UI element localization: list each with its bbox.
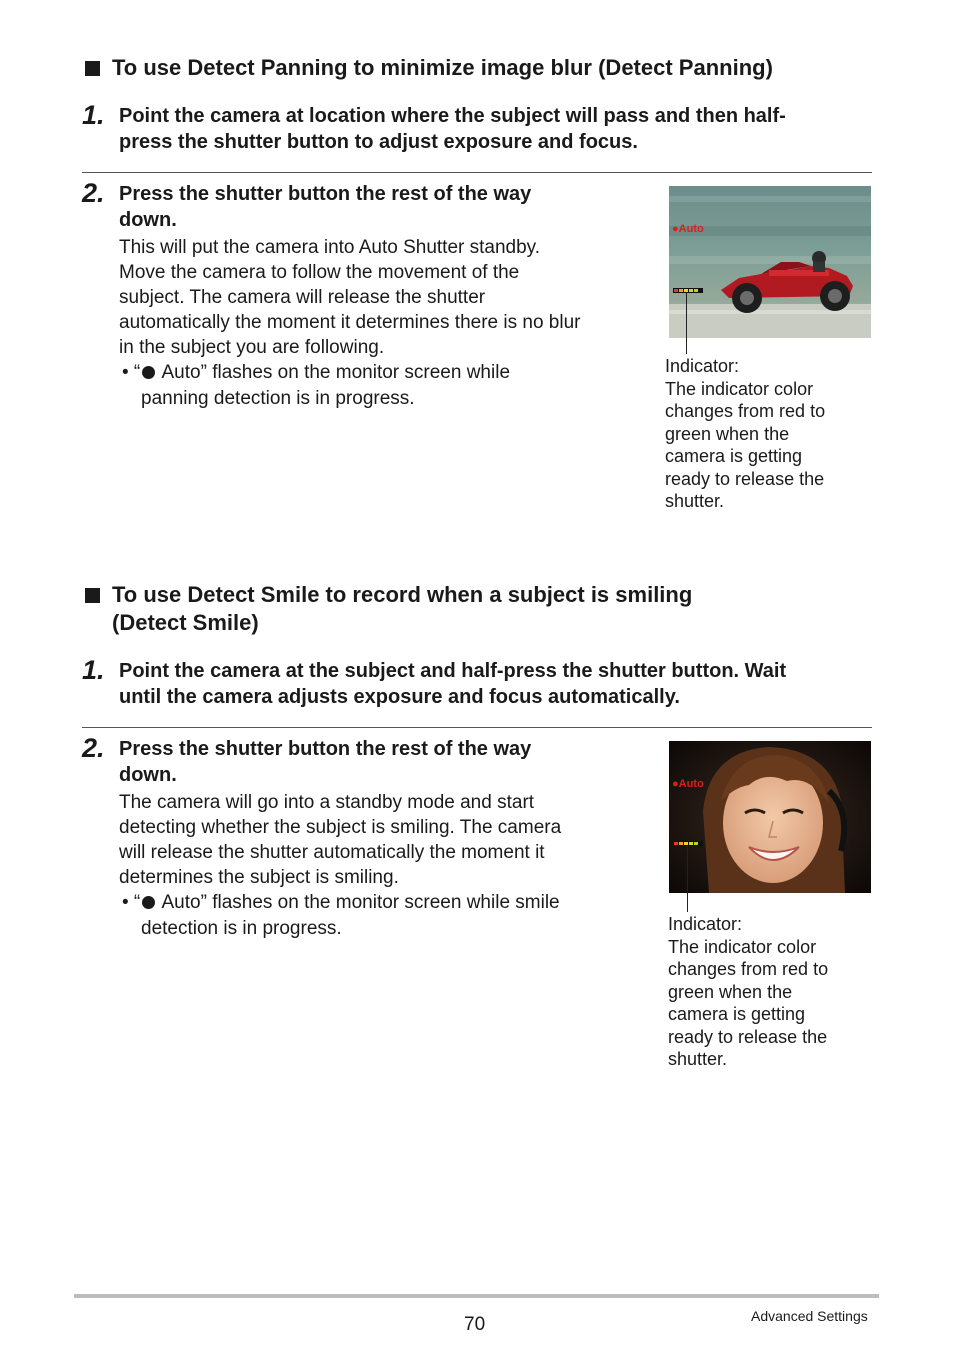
record-dot-icon — [142, 366, 155, 379]
step-number: 2. — [82, 733, 105, 763]
record-dot-icon — [142, 896, 155, 909]
section-name: Advanced Settings — [751, 1308, 868, 1324]
step-divider — [82, 172, 872, 173]
indicator-caption: Indicator: The indicator color changes from red to green when the camera is getting ready to release the shutter. — [665, 356, 826, 511]
step-body: This will put the camera into Auto Shutter standby. Move the camera to follow the movement of the subject. The camera will release the shutter automatically the moment it determines there is no blur in the subject you are following. — [119, 237, 581, 358]
smiling-face-image — [669, 741, 871, 893]
step-title: Press the shutter button the rest of the way down. — [119, 738, 532, 786]
square-bullet-icon — [85, 61, 100, 76]
square-bullet-icon — [85, 588, 100, 603]
step-number: 2. — [82, 178, 105, 208]
bullet-note: • “ Auto” flashes on the monitor screen while smile detection is in progress. — [122, 892, 560, 939]
step-text: Point the camera at location where the subject will pass and then half- press the shutter button to adjust exposure and focus. — [119, 105, 786, 153]
panning-example-photo — [669, 186, 871, 338]
footer-rule — [74, 1294, 879, 1298]
race-car-image — [669, 186, 871, 338]
indicator-caption: Indicator: The indicator color changes from red to green when the camera is getting ready to release the shutter. — [668, 914, 829, 1069]
auto-label: ●Auto — [672, 223, 704, 235]
step-title: Press the shutter button the rest of the way down. — [119, 183, 532, 231]
section-heading-detect-smile: To use Detect Smile to record when a subject is smiling (Detect Smile) — [85, 581, 885, 639]
step-number: 1. — [82, 100, 105, 130]
step-divider — [82, 727, 872, 728]
section-heading-detect-panning: To use Detect Panning to minimize image blur (Detect Panning) — [85, 54, 885, 84]
auto-label: ●Auto — [672, 778, 704, 790]
indicator-callout-line — [686, 292, 687, 354]
step-text: Point the camera at the subject and half-press the shutter button. Wait until the camera adjusts exposure and focus automatically. — [119, 660, 787, 708]
indicator-callout-line — [687, 846, 688, 912]
smile-example-photo — [669, 741, 871, 893]
bullet-note: • “ Auto” flashes on the monitor screen while panning detection is in progress. — [122, 362, 511, 409]
page-number: 70 — [464, 1314, 486, 1335]
step-body: The camera will go into a standby mode and start detecting whether the subject is smiling. The camera will release the shutter automatically the moment it determines the subject is smiling. — [119, 792, 562, 888]
step-number: 1. — [82, 655, 105, 685]
